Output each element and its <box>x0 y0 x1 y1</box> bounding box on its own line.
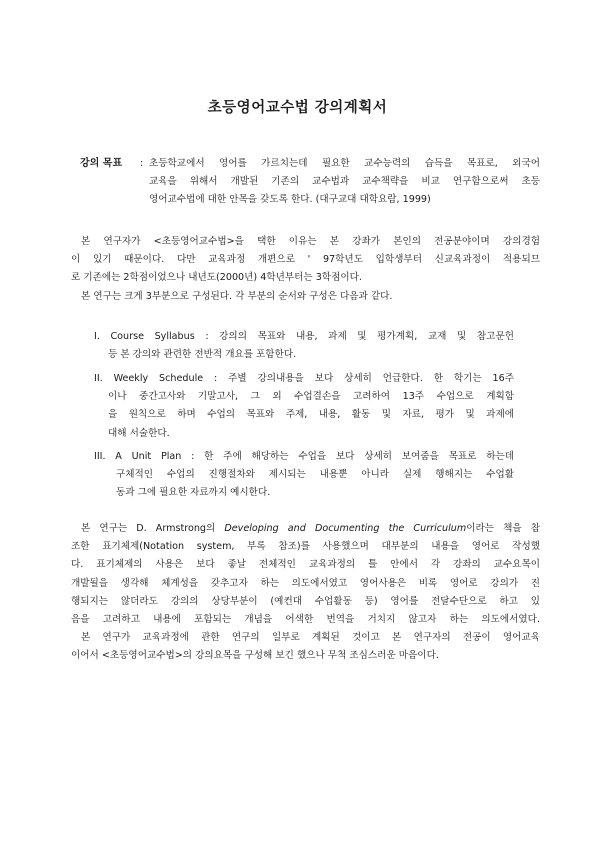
part-1 <box>94 328 514 364</box>
closing-line: 본 연구는 D. Armstrong의 Developing and Documenting the Curriculum이라는 책을 참 <box>81 523 540 534</box>
closing-line: 음을 고려하고 내용에 포함되는 개념을 어색한 번역을 거치지 않고자 하는 의도에서였다. <box>71 614 540 626</box>
closing-paragraph <box>71 520 540 666</box>
intro-paragraph <box>71 233 540 306</box>
closing-line: 조한 표기체제(Notation system, 부록 참조)를 사용했으며 대부분의 내용을 영어로 작성했 <box>71 541 540 553</box>
closing-line: 본 연구가 교육과정에 관한 연구의 일부로 계획된 것이고 본 연구자의 전공이 영어교육 <box>81 632 540 644</box>
closing-line: 이어서 <초등영어교수법>의 강의요목을 구성해 보긴 했으나 무척 조심스러운 마음이다. <box>71 650 439 662</box>
goal-line: 영어교수법에 대한 안목을 갖도록 한다. (대구교대 대학요람, 1999) <box>149 194 431 206</box>
goal-text <box>149 155 540 210</box>
part-line: 대해 서술한다. <box>108 427 170 439</box>
goal-label: 강의 목표 <box>80 158 123 169</box>
goal-colon: : <box>140 158 144 169</box>
goal-line: 교육을 위해서 개발된 기존의 교수법과 교수책략을 비교 연구함으로써 초등 <box>149 176 540 188</box>
intro-line: 이 있기 때문이다. 다만 교육과정 개편으로 ' 97학년도 입학생부터 신교육과정이 적용되므 <box>71 254 540 266</box>
book-title: Developing and Documenting the Curriculum <box>224 523 467 534</box>
intro-line: 본 연구자가 <초등영어교수법>을 택한 이유는 본 강좌가 본인의 전공분야이며 강의경험 <box>81 236 540 247</box>
part-3 <box>94 448 514 503</box>
part-line: II. Weekly Schedule : 주별 강의내용을 보다 상세히 언급한다. 한 학기는 16주 <box>94 373 514 384</box>
part-line: 구체적인 수업의 진행절차와 제시되는 내용뿐 아니라 실제 행해지는 수업활 <box>116 469 514 481</box>
closing-line: 개발될을 생각해 체계성을 갖추고자 하는 의도에서였고 영어사용은 비록 영어로 강의가 진 <box>71 577 540 589</box>
part-line: 동과 그에 필요한 자료까지 예시한다. <box>116 487 271 499</box>
part-line: I. Course Syllabus : 강의의 목표와 내용, 과제 및 평가계획, 교재 및 참고문헌 <box>94 331 514 342</box>
closing-line: 행되지는 않더라도 강의의 상당부분이 (예컨대 수업활동 등) 영어를 전달수단으로 하고 있 <box>71 595 540 607</box>
part-line: 이나 중간고사와 기말고사, 그 외 수업결손을 고려하여 13주 수업으로 계획함 <box>108 391 514 403</box>
part-line: 등 본 강의와 관련한 전반적 개요를 포함한다. <box>108 349 297 361</box>
part-line: III. A Unit Plan : 한 주에 해당하는 수업을 보다 상세히 보여줌을 목표로 하는데 <box>94 451 514 462</box>
part-line: 을 원칙으로 하며 수업의 목표와 주제, 내용, 활동 및 자료, 평가 및 과제에 <box>108 409 514 421</box>
intro-line: 로 기존에는 2학점이었으나 내년도(2000년) 4학년부터는 3학점이다. <box>71 272 362 284</box>
intro-line: 본 연구는 크게 3부분으로 구성된다. 각 부분의 순서와 구성은 다음과 같다. <box>81 290 393 302</box>
goal-line: 초등학교에서 영어를 가르치는데 필요한 교수능력의 습득을 목표로, 외국어 <box>149 158 540 169</box>
closing-line: 다. 표기체제의 사용은 보다 좋날 전체적인 교육과정의 틀 안에서 각 강좌의 교수요목이 <box>71 559 540 571</box>
document-title: 초등영어교수법 강의계획서 <box>207 100 388 116</box>
part-2 <box>94 370 514 443</box>
